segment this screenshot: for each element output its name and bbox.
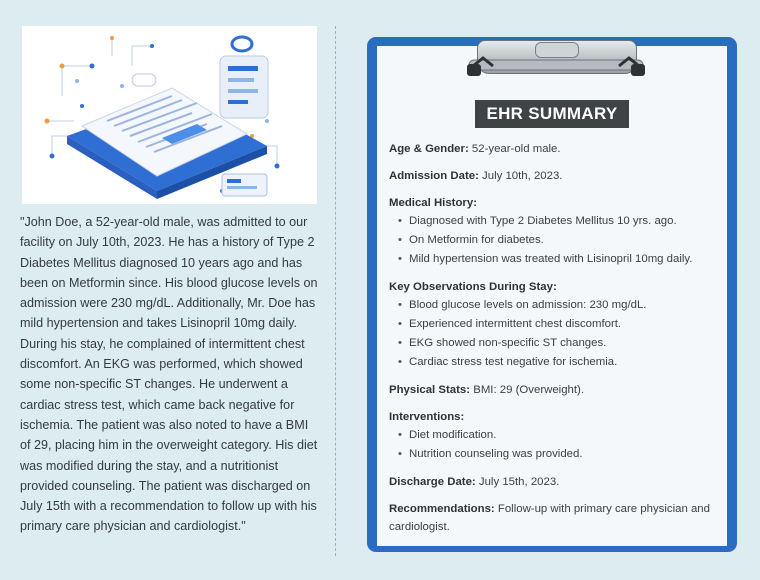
- list-item: • Nutrition counseling was provided.: [389, 445, 724, 464]
- history-section: [389, 194, 724, 269]
- physical-value: BMI: 29 (Overweight).: [473, 384, 584, 396]
- observations-section: [389, 278, 724, 372]
- discharge-value: July 15th, 2023.: [478, 476, 560, 488]
- interventions-section: [389, 408, 724, 464]
- age-gender-value: 52-year-old male.: [471, 143, 561, 155]
- recommendations-label: Recommendations:: [389, 503, 495, 515]
- recommendations-value: Follow-up with primary care physician and cardiologist.: [389, 503, 710, 533]
- list-item: • On Metformin for diabetes.: [389, 231, 724, 250]
- ehr-summary-title: EHR SUMMARY: [475, 100, 629, 128]
- history-label: Medical History:: [389, 197, 477, 209]
- admission-label: Admission Date:: [389, 170, 479, 182]
- list-item: • Diet modification.: [389, 426, 724, 445]
- list-item: • Experienced intermittent chest discomfort.: [389, 315, 724, 334]
- admission-row: [389, 167, 724, 185]
- discharge-row: [389, 473, 724, 491]
- observations-label: Key Observations During Stay:: [389, 281, 557, 293]
- discharge-label: Discharge Date:: [389, 476, 476, 488]
- admission-value: July 10th, 2023.: [482, 170, 563, 182]
- ehr-illustration: [22, 26, 317, 204]
- age-gender-label: Age & Gender:: [389, 143, 469, 155]
- physical-label: Physical Stats:: [389, 384, 471, 396]
- list-item: • Blood glucose levels on admission: 230 mg/dL.: [389, 296, 724, 315]
- list-item: • Cardiac stress test negative for ischemia.: [389, 353, 724, 372]
- interventions-label: Interventions:: [389, 411, 465, 423]
- clip-tab: [535, 42, 579, 58]
- patient-narrative: "John Doe, a 52-year-old male, was admitted to our facility on July 10th, 2023. He has a history of Type 2 Diabetes Mellitus diagnosed 10 years ago and has been on Metformin since. His blood glucose levels on admission were 230 mg/dL. Additionally, Mr. Doe has mild hypertension and takes Lisinopril 10mg daily. During his stay, he complained of intermittent chest discomfort. An EKG was performed, which showed some non-specific ST changes. He underwent a cardiac stress test, which came back negative for ischemia. The patient was also noted to have a BMI of 29, placing him in the overweight category. His diet was modified during the stay, and a nutritionist provided counseling. The patient was discharged on July 15th with a recommendation to follow up with his primary care physician and cardiologist.": [20, 215, 318, 534]
- list-item: • EKG showed non-specific ST changes.: [389, 334, 724, 353]
- physical-row: [389, 381, 724, 399]
- dashed-divider: [335, 26, 336, 556]
- list-item: • Mild hypertension was treated with Lisinopril 10mg daily.: [389, 250, 724, 269]
- list-item: • Diagnosed with Type 2 Diabetes Mellitus 10 yrs. ago.: [389, 212, 724, 231]
- ehr-summary: [389, 140, 724, 536]
- age-gender-row: [389, 140, 724, 158]
- recommendations-row: [389, 500, 724, 536]
- document-illustration-icon: [22, 26, 317, 204]
